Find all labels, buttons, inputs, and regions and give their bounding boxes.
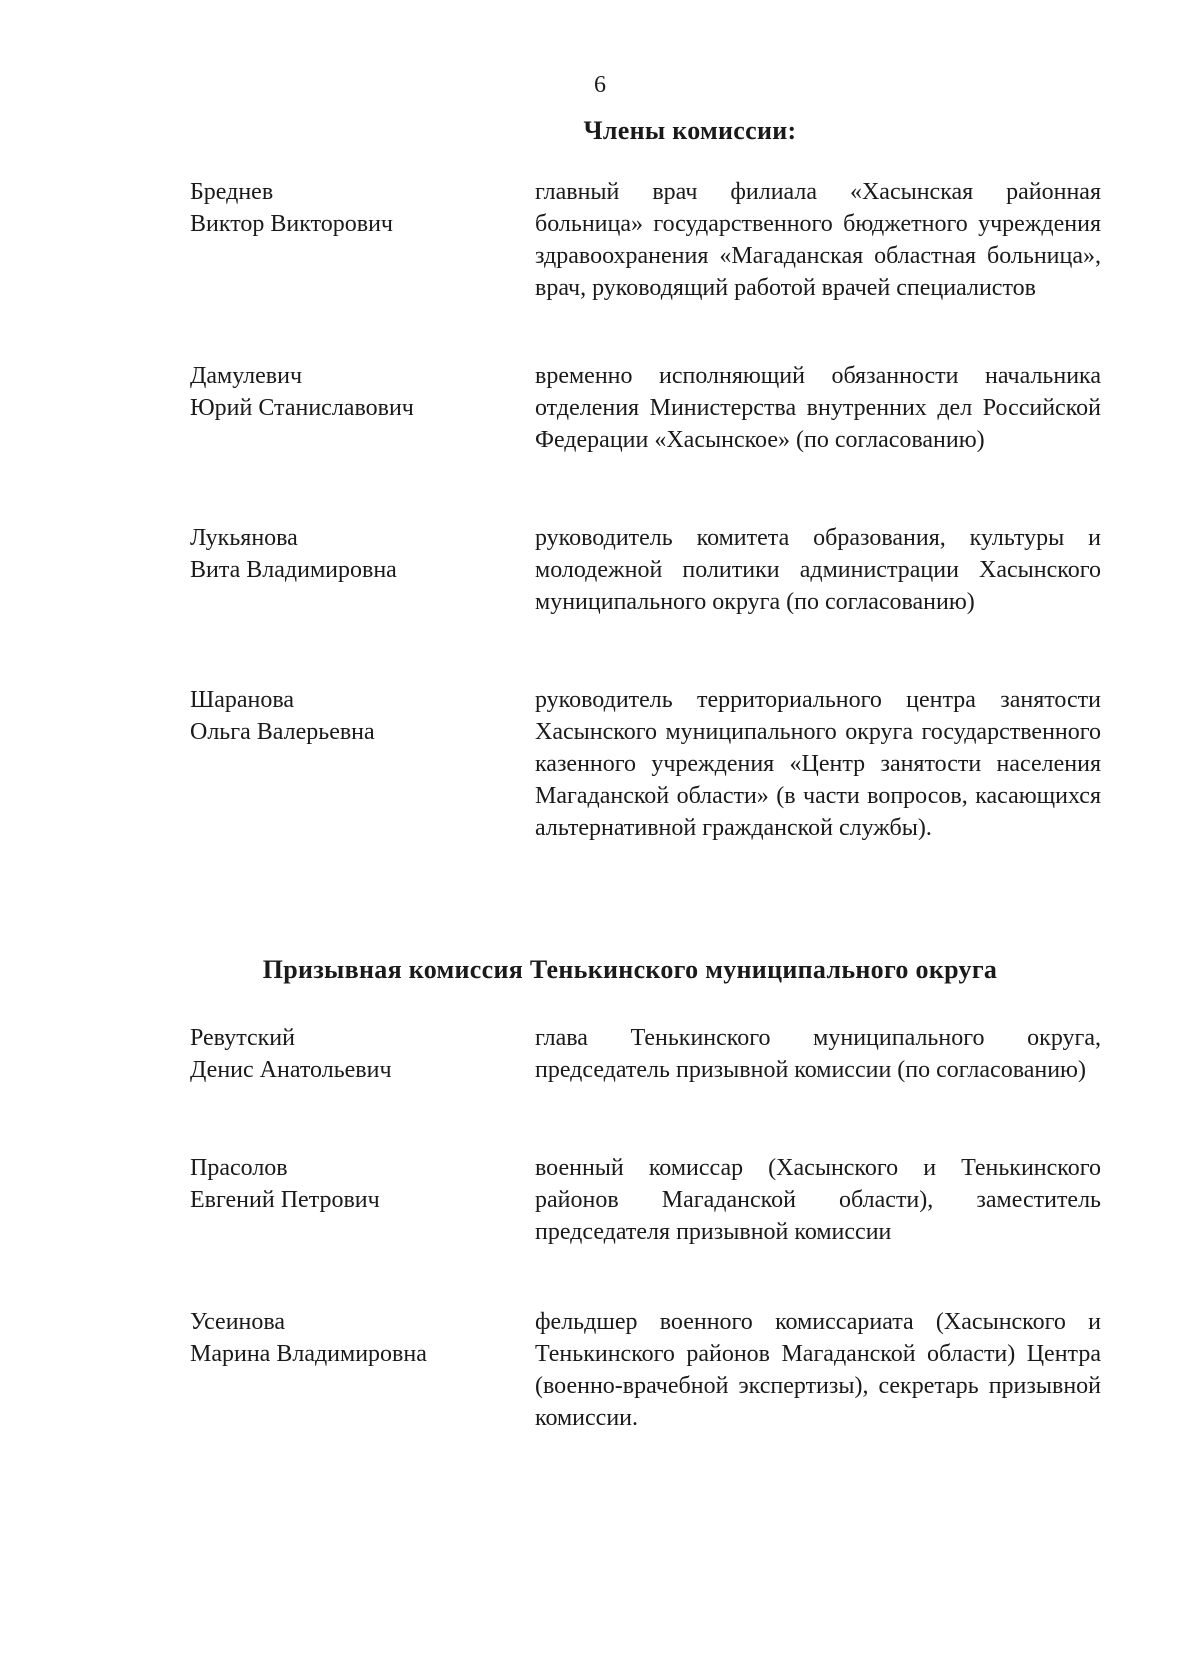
member-surname: Шаранова (190, 687, 295, 713)
member-name (190, 1306, 520, 1370)
member-given-names: Виктор Викторович (190, 211, 393, 237)
member-name (190, 1022, 520, 1086)
member-role: главный врач филиала «Хасынская районная больница» государственного бюджетного учреждения здравоохранения «Магаданская областная больница», врач, руководящий работой врачей специалистов (535, 179, 1101, 301)
member-role: военный комиссар (Хасынского и Тенькинского районов Магаданской области), заместитель председателя призывной комиссии (535, 1155, 1101, 1245)
member-name (190, 684, 520, 748)
member-given-names: Евгений Петрович (190, 1187, 380, 1213)
member-name (190, 522, 520, 586)
member-role: руководитель комитета образования, культуры и молодежной политики администрации Хасынского муниципального округа (по согласованию) (535, 525, 1101, 615)
section-heading-members: Члены комиссии: (583, 116, 797, 145)
member-given-names: Вита Владимировна (190, 557, 397, 583)
member-role: фельдшер военного комиссариата (Хасынского и Тенькинского районов Магаданской области) Центра (военно-врачебной экспертизы), секретарь призывной комиссии. (535, 1309, 1101, 1431)
member-role: временно исполняющий обязанности начальника отделения Министерства внутренних дел Российской Федерации «Хасынское» (по согласованию) (535, 363, 1101, 453)
section-heading-conscription-commission: Призывная комиссия Тенькинского муниципального округа (262, 955, 998, 984)
member-name (190, 1152, 520, 1216)
member-given-names: Марина Владимировна (190, 1341, 427, 1367)
member-role: руководитель территориального центра занятости Хасынского муниципального округа государственного казенного учреждения «Центр занятости населения Магаданской области» (в части вопросов, касающихся альтернативной гражданской службы). (535, 687, 1101, 841)
member-surname: Ревутский (190, 1025, 295, 1051)
member-given-names: Денис Анатольевич (190, 1057, 392, 1083)
page-number: 6 (594, 72, 606, 98)
member-surname: Бреднев (190, 179, 274, 205)
member-name (190, 360, 520, 424)
member-given-names: Ольга Валерьевна (190, 719, 375, 745)
member-given-names: Юрий Станиславович (190, 395, 414, 421)
member-surname: Дамулевич (190, 363, 303, 389)
member-surname: Усеинова (190, 1309, 286, 1335)
member-surname: Лукьянова (190, 525, 298, 551)
member-surname: Прасолов (190, 1155, 288, 1181)
member-name (190, 176, 520, 240)
member-role: глава Тенькинского муниципального округа, председатель призывной комиссии (по согласованию) (535, 1025, 1101, 1083)
